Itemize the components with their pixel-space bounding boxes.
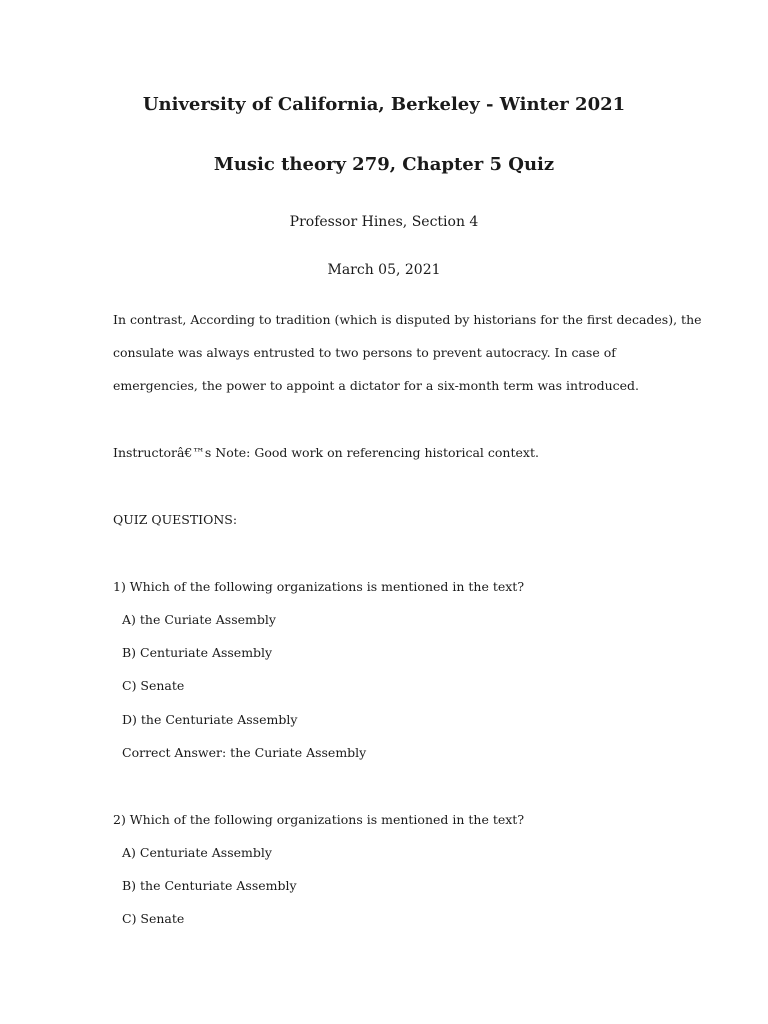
question-prompt: 2) Which of the following organizations is mentioned in the text? [113,812,525,827]
question-prompt: 1) Which of the following organizations is mentioned in the text? [113,579,525,594]
course-title: Music theory 279, Chapter 5 Quiz [213,154,555,175]
answer-option: B) the Centuriate Assembly [122,878,297,893]
answer-option: C) Senate [122,911,185,926]
answer-option: B) Centuriate Assembly [122,645,273,660]
paragraph-line: In contrast, According to tradition (which is disputed by historians for the first decades), the [113,312,702,327]
paragraph-line: consulate was always entrusted to two persons to prevent autocracy. In case of [113,345,616,360]
answer-option: A) Centuriate Assembly [122,845,272,860]
answer-option: C) Senate [122,678,185,693]
answer-option: A) the Curiate Assembly [122,612,276,627]
correct-answer: Correct Answer: the Curiate Assembly [122,745,367,760]
instructor-note: Instructorâ€™s Note: Good work on referencing historical context. [113,445,539,460]
quiz-heading: QUIZ QUESTIONS: [113,512,238,527]
professor-line: Professor Hines, Section 4 [289,214,479,230]
date-line: March 05, 2021 [327,262,441,278]
paragraph-line: emergencies, the power to appoint a dictator for a six-month term was introduced. [113,378,640,393]
university-title: University of California, Berkeley - Winter 2021 [142,94,626,115]
answer-option: D) the Centuriate Assembly [122,712,298,727]
